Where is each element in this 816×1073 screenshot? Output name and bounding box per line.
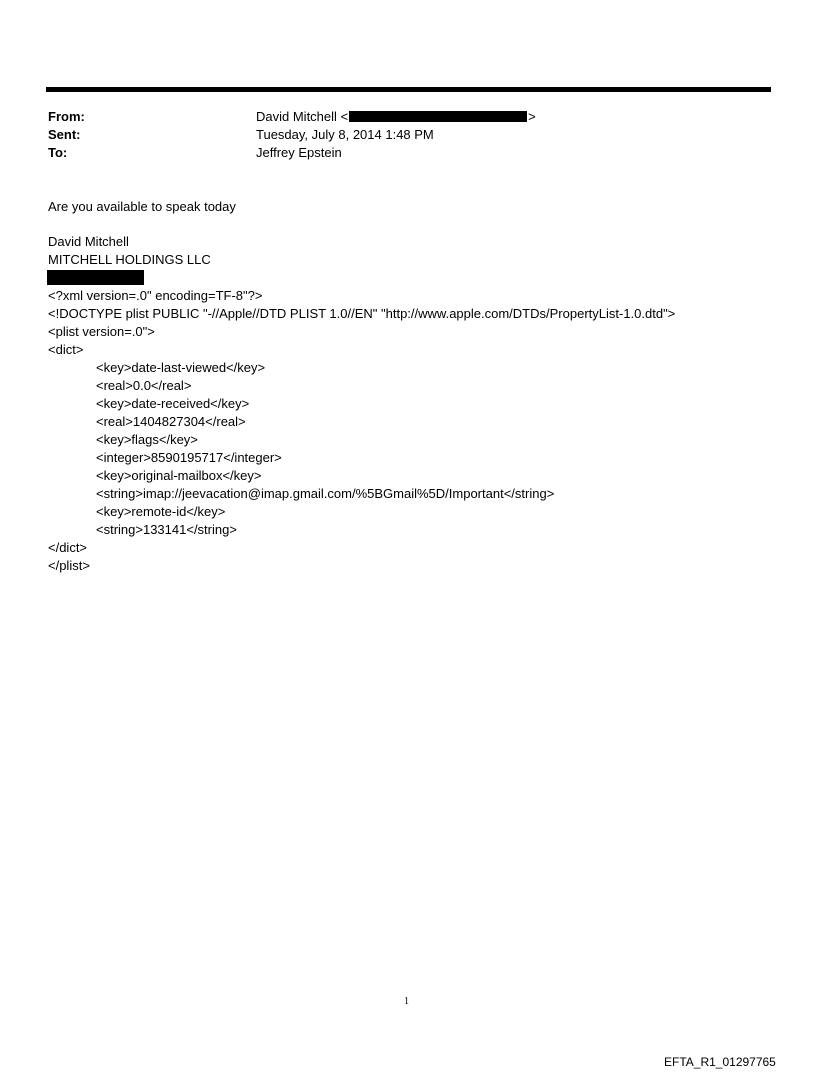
plist-line: <integer>8590195717</integer>	[96, 450, 282, 465]
signature-name: David Mitchell	[48, 234, 129, 249]
plist-line: <real>1404827304</real>	[96, 414, 246, 429]
plist-line: <string>imap://jeevacation@imap.gmail.com/%5BGmail%5D/Important</string>	[96, 486, 555, 501]
plist-line: <key>original-mailbox</key>	[96, 468, 262, 483]
from-name: David Mitchell <	[256, 109, 349, 124]
signature-company: MITCHELL HOLDINGS LLC	[48, 252, 211, 267]
from-value	[256, 109, 536, 125]
plist-line: <key>flags</key>	[96, 432, 198, 447]
to-label: To:	[48, 145, 68, 160]
plist-line: <dict>	[48, 342, 84, 357]
plist-line: </plist>	[48, 558, 90, 573]
header-rule	[46, 87, 771, 92]
plist-line: <string>133141</string>	[96, 522, 237, 537]
plist-line: <key>date-received</key>	[96, 396, 250, 411]
from-close: >	[528, 109, 536, 124]
plist-line: <key>date-last-viewed</key>	[96, 360, 266, 375]
redacted-block	[47, 270, 144, 285]
plist-line: <key>remote-id</key>	[96, 504, 226, 519]
plist-line: <!DOCTYPE plist PUBLIC "-//Apple//DTD PLIST 1.0//EN" "http://www.apple.com/DTDs/PropertyList-1.0.dtd">	[48, 306, 676, 321]
page-number: 1	[404, 996, 409, 1007]
plist-line: <?xml version=.0" encoding=TF-8"?>	[48, 288, 263, 303]
sent-label: Sent:	[48, 127, 81, 142]
bates-number: EFTA_R1_01297765	[664, 1055, 776, 1069]
plist-line: <plist version=.0">	[48, 324, 155, 339]
sent-value: Tuesday, July 8, 2014 1:48 PM	[256, 127, 434, 142]
redacted-email	[349, 111, 527, 122]
to-value: Jeffrey Epstein	[256, 145, 342, 160]
plist-line: <real>0.0</real>	[96, 378, 192, 393]
plist-line: </dict>	[48, 540, 88, 555]
message-text: Are you available to speak today	[48, 199, 236, 214]
from-label: From:	[48, 109, 85, 124]
